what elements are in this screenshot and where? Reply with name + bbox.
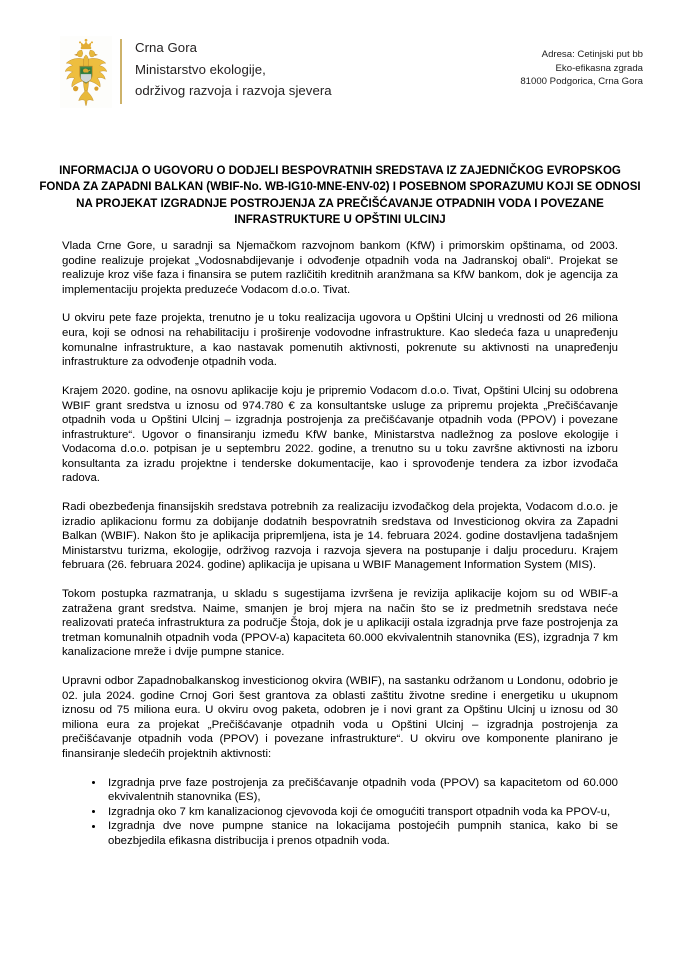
list-item-text: Izgradnja dve nove pumpne stanice na lokacijama postojećih pumpnih stanica, kako bi se obezbjedila efikasna distribucija i prenos otpadnih voda. xyxy=(108,820,618,847)
page-title: INFORMACIJA O UGOVORU O DODJELI BESPOVRATNIH SREDSTAVA IZ ZAJEDNIČKOG EVROPSKOG FONDA ZA ZAPADNI BALKAN (WBIF-No. WB-IG10-MNE-ENV-02) I POSEBNOM SPORAZUMU KOJI SE ODNOSI NA PROJEKAT IZGRADNJE POSTROJENJA ZA PREČIŠĆAVANJE OTPADNIH VODA I POVEZANE INFRASTRUKTURE U OPŠTINI ULCINJ xyxy=(39,165,641,226)
paragraph: Radi obezbeđenja finansijskih sredstava potrebnih za realizaciju izvođačkog dela projekta, Vodacom d.o.o. je izradio aplikacionu formu za dobijanje dodatnih bespovratnih sredstava od Investicionog okvira za Zapadni Balkan (WBIF). Nakon što je aplikacija pripremljena, ista je 14. februara 2024. godine dostavljena tadašnjem Ministarstvu turizma, ekologije, održivog razvoja i razvoja sjevera na postupanje i dalju proceduru. Krajem februara (26. februara 2024. godine) aplikacija je upisana u WBIF Management Information System (MIS). xyxy=(62,501,618,572)
brand-divider xyxy=(120,39,122,104)
list-item-text: Izgradnja prve faze postrojenja za prečišćavanje otpadnih voda (PPOV) sa kapacitetom od 60.000 ekvivalentnih stanovnika (ES), xyxy=(108,776,618,804)
ministry-name-block xyxy=(135,36,332,108)
document-body xyxy=(62,239,618,848)
paragraph: Tokom postupka razmatranja, u skladu s sugestijama izvršena je revizija aplikacije kojom su od WBIF-a zatražena grant sredstva. Naime, smanjen je broj mjera na način što se iz predmetnih sredstava neće realizovati prateća infrastruktura za područje Štoja, dok je u aplikaciji ostala izgradnja prve faze postrojenja za tretman komunalnih otpadnih voda (PPOV-a) kapaciteta 60.000 ekvivalentnih stanovnika (ES), izgradnja 7 km kanalizacione mreže i dvije pumpne stanice. xyxy=(62,588,618,659)
address-block xyxy=(520,36,679,89)
paragraph: Upravni odbor Zapadnobalkanskog investicionog okvira (WBIF), na sastanku održanom u Londonu, odobrio je 02. jula 2024. godine Crnoj Gori šest grantova za oblasti zaštitu životne sredine i energetiku u ukupnom iznosu od 75 miliona eura. U okviru ovog paketa, odobren je i novi grant za Opštinu Ulcinj u iznosu od 30 miliona eura za projekat „Prečišćavanje otpadnih voda u Opštini Ulcinj – izgradnja postrojenja za prečišćavanje otpadnih voda (PPOV) i povezane infrastrukture“. U okviru ove komponente planirano je finansiranje sledećih projektnih aktivnosti: xyxy=(62,675,618,760)
project-activities-list xyxy=(62,776,618,849)
brand-line-ministry-cont: održivog razvoja i razvoja sjevera xyxy=(135,83,332,98)
list-item xyxy=(62,819,618,848)
list-item-text: Izgradnja oko 7 km kanalizacionog cjevovoda koji će omogućiti transport otpadnih voda ka PPOV-u, xyxy=(108,805,611,818)
letterhead xyxy=(0,36,679,116)
address-line-street: Adresa: Cetinjski put bb xyxy=(541,49,643,60)
bullet-icon xyxy=(92,825,95,828)
paragraph: Vlada Crne Gore, u saradnji sa Njemačkom razvojnom bankom (KfW) i primorskim opštinama, od 2003. godine realizuje projekat „Vodosnabdijevanje i odvođenje otpadnih voda na Jadranskoj obali“. Projekat se realizuje kroz više faza i finansira se putem različitih kreditnih aranžmana sa KfW bankom, dok je agencija za implementaciju projekta preduzeće Vodacom d.o.o. Tivat. xyxy=(62,240,618,296)
address-line-city: 81000 Podgorica, Crna Gora xyxy=(520,76,643,88)
bullet-icon xyxy=(92,810,95,813)
list-item xyxy=(62,776,618,805)
brand-line-ministry: Ministarstvo ekologije, xyxy=(135,61,266,77)
paragraph: U okviru pete faze projekta, trenutno je u toku realizacija ugovora u Opštini Ulcinj u vrednosti od 26 miliona eura, koji se odnosi na rehabilitaciju i proširenje vodovodne infrastrukture. Kao sledeća faza u unapređenju komunalne infrastrukture, a kao nastavak pomenutih aktivnosti, pokrenute su aktivnosti na unapređenju infrastrukture za odvođenje otpadnih voda. xyxy=(62,312,618,369)
ministry-branding xyxy=(0,36,332,108)
bullet-icon xyxy=(92,781,95,784)
paragraph: Krajem 2020. godine, na osnovu aplikacije koju je pripremio Vodacom d.o.o. Tivat, Opštini Ulcinj su odobrena WBIF grant sredstva u iznosu od 974.780 € za konsultantske usluge za pripremu projekta „Prečišćavanje otpadnih voda u Opštini Ulcinj – izgradnja postrojenja za prečišćavanje otpadnih voda (PPOV) i povezane infrastrukture“. Ugovor o finansiranju između KfW banke, Ministarstva nadležnog za poslove ekologije i Vodacoma d.o.o. potpisan je u septembru 2022. godine, a trenutno su u toku završne aktivnosti na izboru konsultanta za izradu projektne i tenderske dokumentacije, kao i sprovođenje tendera za izbor izvođača radova. xyxy=(62,384,618,485)
brand-line-country: Crna Gora xyxy=(135,40,198,55)
montenegro-coat-of-arms-icon xyxy=(60,36,112,108)
address-line-building: Eko-efikasna zgrada xyxy=(555,62,643,74)
list-item xyxy=(62,805,618,820)
